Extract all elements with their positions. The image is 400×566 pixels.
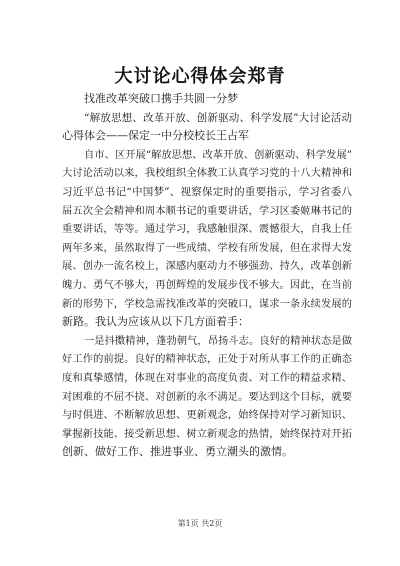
paragraph-line: 新的形势下，学校急需找准改革的突破口，谋求一条永续发展的 <box>62 297 352 310</box>
paragraph-line: 对困难的不屈不挠、对创新的永不满足。要达到这个目标，就要 <box>62 390 352 403</box>
paragraph-line: 度和真挚感情，体现在对事业的高度负责、对工作的精益求精、 <box>62 371 352 384</box>
paragraph-line: 新路。我认为应该从以下几方面着手： <box>62 315 249 329</box>
paragraph-line: 自市、区开展“解放思想、改革开放、创新驱动、科学发展” <box>84 148 352 161</box>
page-number-footer: 第1页 共2页 <box>177 519 223 528</box>
document-title: 大讨论心得体会郑青 <box>114 66 286 87</box>
paragraph-line: 与时俱进、不断解放思想、更新观念，始终保持对学习新知识、 <box>62 409 352 422</box>
paragraph-line: 心得体会——保定一中分校校长王占军 <box>62 129 249 143</box>
paragraph-line: 好工作的前提。良好的精神状态，正处于对所从事工作的正确态 <box>62 353 352 366</box>
paragraph-line: 展、创办一流名校上，深感内驱动力不够强劲、持久，改革创新 <box>62 260 352 273</box>
paragraph-line: 大讨论活动以来，我校组织全体教工认真学习党的十八大精神和 <box>62 167 352 180</box>
paragraph-line: 创新、做好工作、推进事业、勇立潮头的激情。 <box>62 445 293 459</box>
subtitle-line: 找准改革突破口携手共圆一分梦 <box>84 92 238 105</box>
paragraph-line: 习近平总书记“中国梦”、视察保定时的重要指示，学习省委八 <box>62 185 352 198</box>
paragraph-line: 魄力、勇气不够大，再创辉煌的发展步伐不够大。因此，在当前 <box>62 278 352 291</box>
paragraph-line: 掌握新技能、接受新思想、树立新观念的热情，始终保持对开拓 <box>62 427 352 440</box>
paragraph-line: 一是抖擞精神，蓬勃朝气，昂扬斗志。良好的精神状态是做 <box>84 334 352 347</box>
paragraph-line: 届五次全会精神和周本顺书记的重要讲话，学习区委姬琳书记的 <box>62 204 352 217</box>
paragraph-line: “解放思想、改革开放、创新驱动、科学发展”大讨论活动 <box>84 111 352 124</box>
paragraph-line: 重要讲话，等等。通过学习，我感触很深、震憾很大，自我上任 <box>62 223 352 236</box>
paragraph-line: 两年多来，虽然取得了一些成绩、学校有所发展，但在求得大发 <box>62 241 352 254</box>
document-body <box>62 90 352 462</box>
